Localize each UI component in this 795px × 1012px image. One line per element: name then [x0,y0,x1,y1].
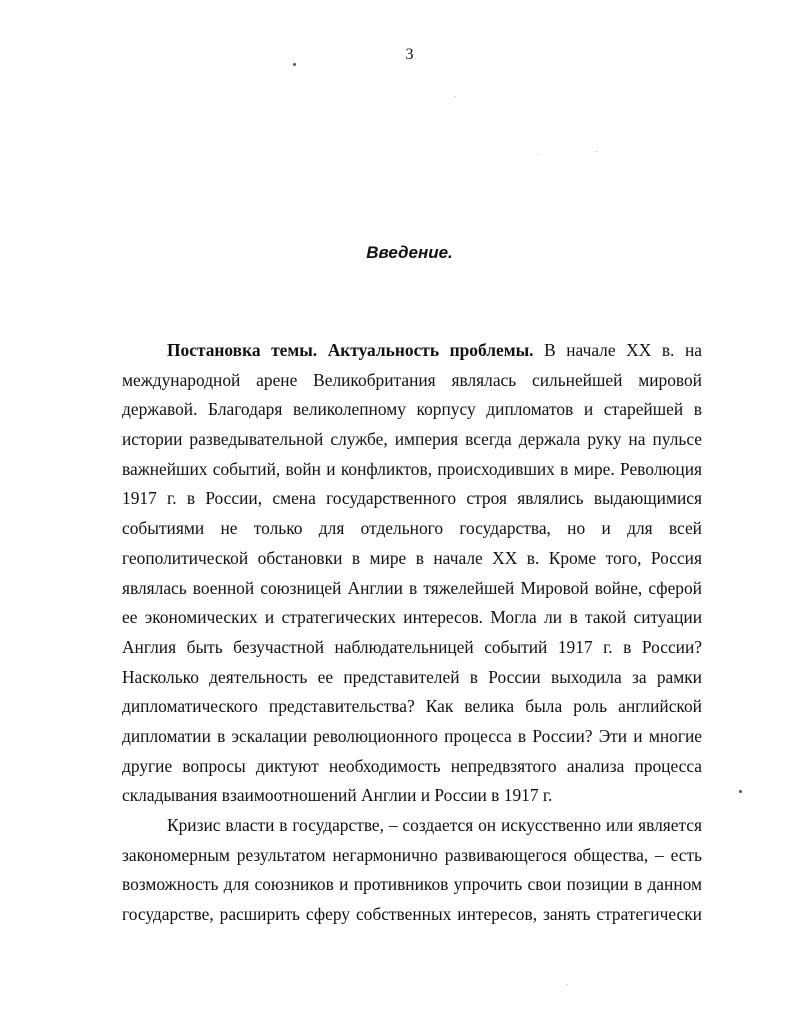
scan-speck [455,96,456,97]
text-line [122,336,702,366]
text-line: Насколько деятельность ее представителей в России выходила за рамки [122,666,702,687]
section-heading: Введение. [366,243,453,262]
page-number: 3 [405,46,414,63]
text-line: складывания взаимоотношений Англии и России в 1917 г. [122,785,553,806]
lead-phrase: Постановка темы. Актуальность проблемы. [167,340,534,360]
text-line: дипломатии в эскалации революционного процесса в России? Эти и многие [122,725,702,746]
text-line: геополитической обстановки в мире в начале XX в. Кроме того, Россия [122,547,702,568]
scan-speck [567,984,568,985]
text-line: истории разведывательной службе, империя всегда держала руку на пульсе [122,429,702,450]
text-line: другие вопросы диктуют необходимость непредвзятого анализа процесса [122,755,702,776]
scan-speck [538,154,539,155]
text-line: Англия быть безучастной наблюдательницей событий 1917 г. в России? [122,636,702,657]
text-line: державой. Благодаря великолепному корпусу дипломатов и старейшей в [122,399,702,420]
text-line: международной арене Великобритания являлась сильнейшей мировой [122,369,702,390]
text-line: возможность для союзников и противников упрочить свои позиции в данном [122,874,702,895]
scan-speck [596,151,597,152]
text-line: ее экономических и стратегических интересов. Могла ли в такой ситуации [122,607,702,628]
text-line: Кризис власти в государстве, – создается он искусственно или является [167,815,702,835]
text-line: государстве, расширить сферу собственных интересов, занять стратегически [122,904,702,925]
text-line: 1917 г. в России, смена государственного строя являлись выдающимися [122,488,702,509]
text-line: закономерным результатом негармонично развивающегося общества, – есть [122,844,702,865]
scan-speck [739,790,742,793]
scan-speck [293,63,296,66]
text-line: событиями не только для отдельного государства, но и для всей [122,518,702,539]
text-line: являлась военной союзницей Англии в тяжелейшей Мировой войне, сферой [122,577,702,598]
text-line: дипломатического представительства? Как велика была роль английской [122,696,702,717]
text-line: важнейших событий, войн и конфликтов, происходивших в мире. Революция [122,458,702,479]
text-line-rest: В начале XX в. на [533,340,702,360]
body-text [122,336,702,930]
